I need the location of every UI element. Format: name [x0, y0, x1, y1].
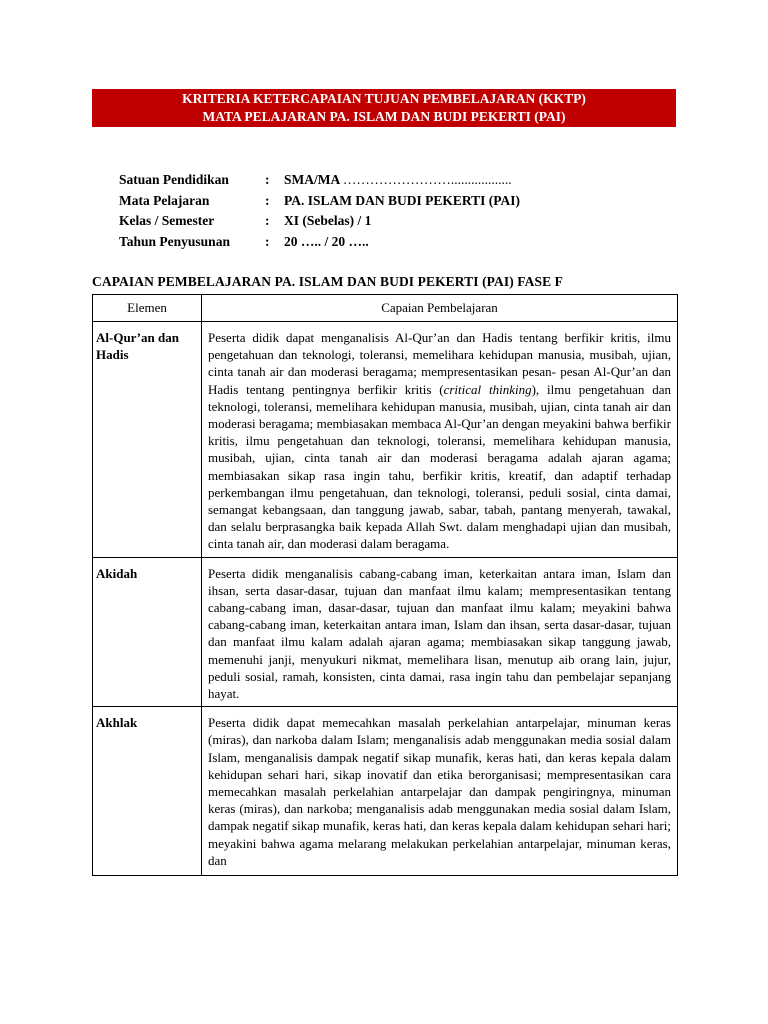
elemen-cell: Akhlak	[93, 707, 202, 876]
info-value-text: SMA/MA	[284, 172, 340, 187]
info-dots: ……………………..................	[342, 172, 512, 187]
info-colon: :	[265, 192, 270, 208]
capaian-text: Peserta didik dapat menganalisis Al-Qur’an dan Hadis tentang berfikir kritis, ilmu pengetahuan dan teknologi, toleransi, memelihara kehidupan manusia, musibah, ujian, cinta tanah air dan moderasi beragama; mempresentasikan pesan- pesan Al-Qur’an dan Hadis tentang pentingnya berfikir kritis (	[208, 330, 671, 397]
table-header-row	[93, 295, 678, 322]
info-colon: :	[265, 172, 270, 187]
info-label: Tahun Penyusunan	[119, 233, 230, 249]
info-value: PA. ISLAM DAN BUDI PEKERTI (PAI)	[284, 192, 521, 208]
info-label: Satuan Pendidikan	[119, 172, 229, 187]
capaian-cell	[202, 322, 678, 558]
header-capaian: Capaian Pembelajaran	[202, 295, 678, 322]
table-row	[93, 322, 678, 558]
capaian-pembelajaran-table	[92, 294, 678, 876]
table-row	[93, 557, 678, 707]
section-heading: CAPAIAN PEMBELAJARAN PA. ISLAM DAN BUDI PEKERTI (PAI) FASE F	[92, 274, 564, 289]
elemen-cell: Akidah	[93, 557, 202, 707]
elemen-cell: Al-Qur’an dan Hadis	[93, 322, 202, 558]
info-label: Kelas / Semester	[119, 213, 215, 228]
capaian-cell: Peserta didik menganalisis cabang-cabang iman, keterkaitan antara iman, Islam dan ihsan, serta dasar-dasar, tujuan dan manfaat ilmu kalam; mempresentasikan tentang cabang-cabang iman, dasar-dasar, tujuan dan manfaat ilmu kalam; meyakini bahwa cabang-cabang iman, keterkaitan antara iman, Islam dan ihsan, serta dasar-dasar, tujuan dan manfaat ilmu kalam adalah ajaran agama; membiasakan sikap tanggung jawab, memenuhi janji, menyukuri nikmat, memelihara lisan, menutup aib orang lain, jujur, peduli sosial, ramah, konsisten, cinta damai, rasa ingin tahu dan pembelajar sepanjang hayat.	[202, 557, 678, 707]
document-title-line-2: MATA PELAJARAN PA. ISLAM DAN BUDI PEKERTI (PAI)	[202, 109, 566, 124]
info-colon: :	[265, 213, 270, 228]
info-colon: :	[265, 233, 270, 249]
capaian-text: Peserta didik dapat memecahkan masalah perkelahian antarpelajar, minuman keras (miras), dan narkoba dalam Islam; menganalisis adab menggunakan media sosial dalam Islam, menganalisis dampak negatif sikap munafik, keras hati, dan keras kepala dalam kehidupan sehari hari, sikap inovatif dan etika berorganisasi; mempresentasikan cara memecahkan masalah perkelahian antarpelajar dan dampak pengiringnya, minuman keras (miras), dan narkoba; menganalisis adab menggunakan media sosial dalam Islam, dampak negatif sikap munafik, keras hati, dan keras kepala dalam kehidupan sehari hari; meyakini bahwa agama melarang melakukan perkelahian antarpelajar, minuman keras, dan	[208, 715, 671, 868]
table-row	[93, 707, 678, 876]
document-title-line-1: KRITERIA KETERCAPAIAN TUJUAN PEMBELAJARAN (KKTP)	[182, 91, 586, 106]
info-value: 20 ….. / 20 …..	[284, 233, 369, 249]
info-label: Mata Pelajaran	[119, 192, 210, 208]
document-title-banner	[92, 89, 676, 127]
capaian-cell	[202, 707, 678, 876]
header-elemen: Elemen	[93, 295, 202, 322]
info-value	[284, 170, 512, 191]
info-value: XI (Sebelas) / 1	[284, 213, 372, 228]
capaian-italic-text: critical thinking	[443, 381, 532, 397]
capaian-text: ), ilmu pengetahuan dan teknologi, toleransi, memelihara kehidupan manusia, musibah, ujian, cinta tanah air dan moderasi beragama; membiasakan membaca Al-Qur’an dengan meyakini bahwa berfikir kritis, ilmu pengetahuan dan teknologi, toleransi, memelihara kehidupan manusia, musibah, ujian, cinta tanah air dan moderasi beragama adalah ajaran agama; membiasakan sikap rasa ingin tahu, berfikir kritis, kreatif, dan adaptif terhadap perkembangan ilmu pengetahuan, dan teknologi, toleransi, peduli sosial, cinta damai, semangat kebangsaan, dan tanggung jawab, sabar, tabah, pantang menyerah, tawakal, dan selalu berprasangka baik kepada Allah Swt. dalam menghadapi ujian dan musibah, cinta tanah air, dan moderasi dalam beragama.	[208, 381, 671, 552]
